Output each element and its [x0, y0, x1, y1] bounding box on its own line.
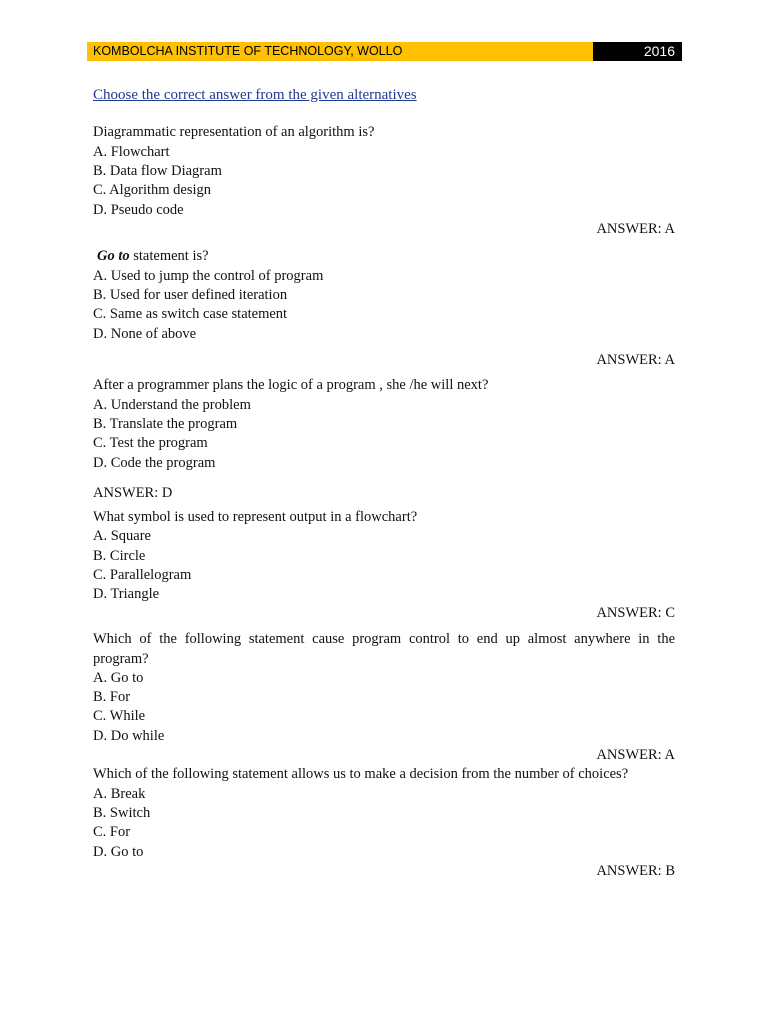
- question-5-option-c: C. While: [93, 708, 146, 724]
- question-1-option-d: D. Pseudo code: [93, 202, 184, 218]
- question-4-option-a: A. Square: [93, 528, 151, 544]
- question-3-option-c: C. Test the program: [93, 435, 208, 451]
- question-3-answer: ANSWER: D: [93, 485, 173, 501]
- question-3-text: After a programmer plans the logic of a program , she /he will next?: [93, 377, 489, 393]
- question-3-option-a: A. Understand the problem: [93, 397, 251, 413]
- question-4-text: What symbol is used to represent output in a flowchart?: [93, 509, 418, 525]
- question-5-option-a: A. Go to: [93, 670, 144, 686]
- header-year: 2016: [593, 42, 682, 61]
- question-6-answer: ANSWER: B: [596, 863, 675, 879]
- question-1-answer: ANSWER: A: [596, 221, 675, 237]
- question-2-text: [93, 247, 679, 266]
- question-5-answer: ANSWER: A: [596, 747, 675, 763]
- question-5-option-b: B. For: [93, 689, 131, 705]
- question-2-emphasis: Go to: [97, 248, 130, 264]
- question-4-answer: ANSWER: C: [596, 605, 675, 621]
- question-4-option-c: C. Parallelogram: [93, 567, 192, 583]
- question-6-option-c: C. For: [93, 824, 131, 840]
- question-4-option-d: D. Triangle: [93, 586, 160, 602]
- question-6-option-a: A. Break: [93, 786, 146, 802]
- question-2-option-c: C. Same as switch case statement: [93, 306, 288, 322]
- question-5-option-d: D. Do while: [93, 728, 165, 744]
- question-2-rest: statement is?: [129, 248, 209, 264]
- question-2-option-d: D. None of above: [93, 326, 197, 342]
- question-2-option-a: A. Used to jump the control of program: [93, 268, 324, 284]
- question-6-option-d: D. Go to: [93, 844, 144, 860]
- question-6-text: Which of the following statement allows us to make a decision from the number of choices?: [93, 766, 629, 782]
- question-1-text: Diagrammatic representation of an algorithm is?: [93, 124, 375, 140]
- question-1-option-c: C. Algorithm design: [93, 182, 212, 198]
- instructions-heading: Choose the correct answer from the given alternatives: [93, 87, 417, 103]
- question-1-option-a: A. Flowchart: [93, 144, 170, 160]
- header-institute: KOMBOLCHA INSTITUTE OF TECHNOLOGY, WOLLO: [87, 42, 593, 61]
- question-2-option-b: B. Used for user defined iteration: [93, 287, 288, 303]
- question-5-text: Which of the following statement cause program control to end up almost anywhere in the program?: [93, 631, 675, 667]
- question-4-option-b: B. Circle: [93, 548, 146, 564]
- question-1-option-b: B. Data flow Diagram: [93, 163, 222, 179]
- question-3-option-d: D. Code the program: [93, 455, 216, 471]
- question-3-option-b: B. Translate the program: [93, 416, 238, 432]
- question-6-option-b: B. Switch: [93, 805, 151, 821]
- page-header: [87, 42, 682, 61]
- question-2-answer: ANSWER: A: [596, 352, 675, 368]
